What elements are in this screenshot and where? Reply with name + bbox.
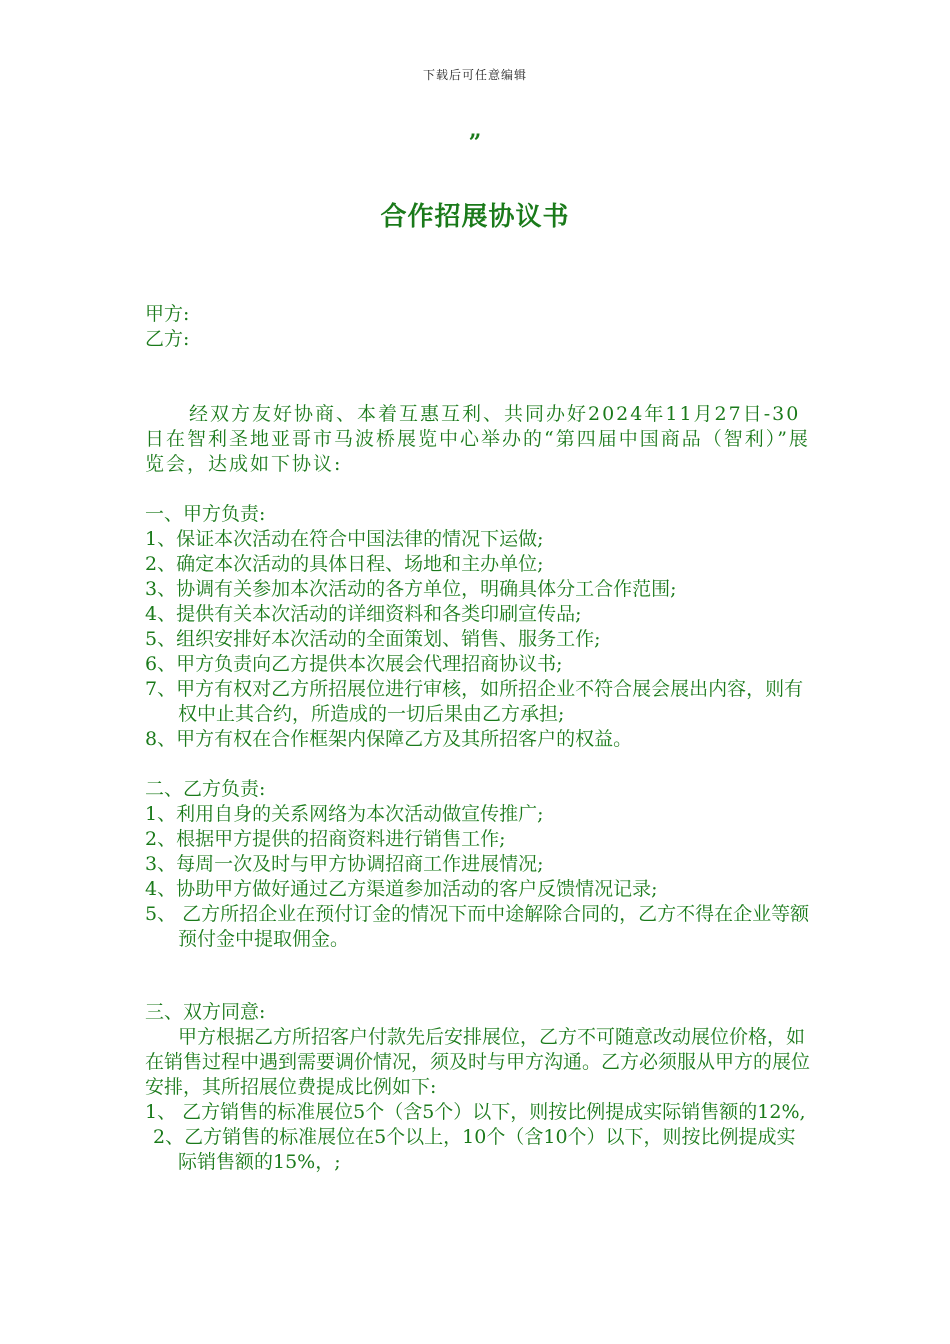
party-b-label: 乙方: (145, 328, 190, 350)
list-item: 7、甲方有权对乙方所招展位进行审核，如所招企业不符合展会展出内容，则有权中止其合约，所造成的一切后果由乙方承担; (145, 678, 804, 725)
list-item: 1、利用自身的关系网络为本次活动做宣传推广; (145, 803, 544, 825)
list-item: 2、确定本次活动的具体日程、场地和主办单位; (145, 553, 544, 575)
quote-mark: ” (468, 130, 482, 156)
list-item: 2、乙方销售的标准展位在5个以上，10个（含10个）以下，则按比例提成实际销售额的15%，; (153, 1126, 796, 1173)
section-both-agree (145, 1000, 810, 1175)
list-item: 5、 乙方所招企业在预付订金的情况下而中途解除合同的，乙方不得在企业等额预付金中提取佣金。 (145, 903, 810, 950)
list-item: 1、 乙方销售的标准展位5个（含5个）以下，则按比例提成实际销售额的12%, (145, 1101, 806, 1123)
list-item: 1、保证本次活动在符合中国法律的情况下运做; (145, 528, 544, 550)
intro-paragraph: 经双方友好协商、本着互惠互利、共同办好2024年11月27日-30日在智利圣地亚哥市马波桥展览中心举办的“第四届中国商品（智利）”展览会，达成如下协议: (145, 403, 810, 475)
section3-heading: 三、双方同意: (145, 1001, 266, 1023)
section3-paragraph: 甲方根据乙方所招客户付款先后安排展位，乙方不可随意改动展位价格，如在销售过程中遇到需要调价情况，须及时与甲方沟通。乙方必须服从甲方的展位安排，其所招展位费提成比例如下: (145, 1026, 811, 1098)
list-item: 8、甲方有权在合作框架内保障乙方及其所招客户的权益。 (145, 728, 633, 750)
list-item: 2、根据甲方提供的招商资料进行销售工作; (145, 828, 506, 850)
section2-heading: 二、乙方负责: (145, 778, 266, 800)
document-title: 合作招展协议书 (380, 202, 570, 232)
list-item: 6、甲方负责向乙方提供本次展会代理招商协议书; (145, 653, 563, 675)
list-item: 5、组织安排好本次活动的全面策划、销售、服务工作; (145, 628, 601, 650)
list-item: 4、提供有关本次活动的详细资料和各类印刷宣传品; (145, 603, 582, 625)
intro-paragraph-block (145, 402, 810, 477)
list-item: 4、协助甲方做好通过乙方渠道参加活动的客户反馈情况记录; (145, 878, 658, 900)
parties-block (145, 302, 810, 352)
section-party-a (145, 502, 810, 752)
party-a-label: 甲方: (145, 303, 190, 325)
section1-heading: 一、甲方负责: (145, 503, 266, 525)
list-item: 3、每周一次及时与甲方协调招商工作进展情况; (145, 853, 544, 875)
section-party-b (145, 777, 810, 952)
list-item: 3、协调有关参加本次活动的各方单位，明确具体分工合作范围; (145, 578, 677, 600)
header-note: 下载后可任意编辑 (422, 68, 527, 82)
